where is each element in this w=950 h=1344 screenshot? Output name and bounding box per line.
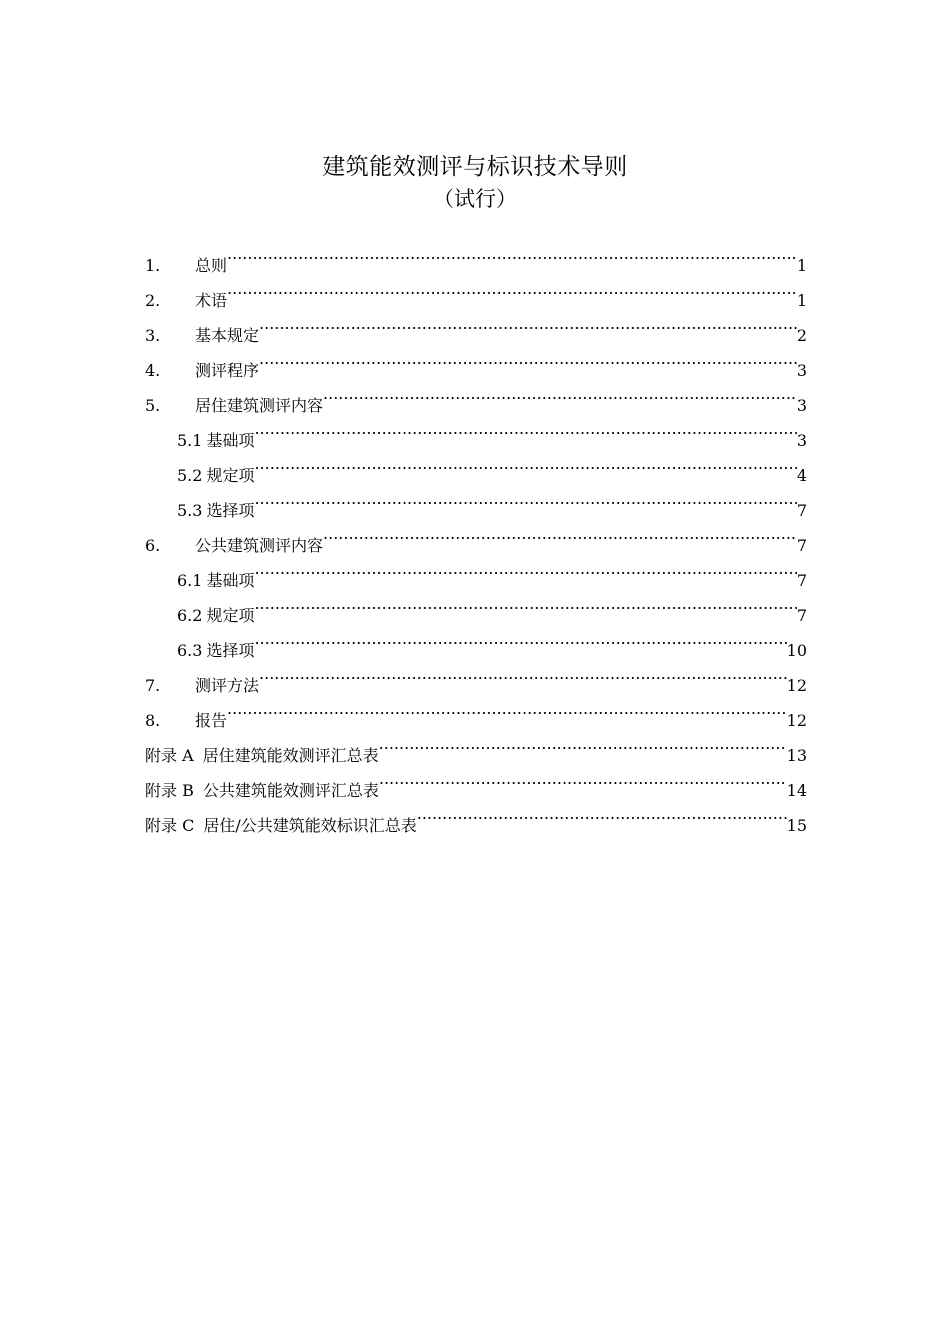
- toc-entry-page: 3: [796, 431, 807, 450]
- toc-entry-page: 7: [796, 536, 807, 555]
- toc-dot-leader: [254, 586, 796, 621]
- document-title: 建筑能效测评与标识技术导则: [322, 154, 628, 180]
- toc-dot-leader: [254, 481, 796, 516]
- toc-entry-title: 规定项: [206, 466, 255, 485]
- toc-entry-title: 公共建筑能效测评汇总表: [202, 781, 379, 800]
- toc-entry[interactable]: [145, 236, 807, 275]
- toc-entry-page: 4: [796, 466, 807, 485]
- toc-entry[interactable]: [145, 271, 807, 310]
- toc-entry-number: 4.: [145, 361, 161, 380]
- toc-entry-number: 5.2: [177, 466, 203, 485]
- toc-entry-title: 居住/公共建筑能效标识汇总表: [203, 816, 417, 835]
- toc-entry-number: 5.: [145, 396, 161, 415]
- toc-entry-page: 1: [796, 291, 807, 310]
- toc-entry-page: 7: [796, 571, 807, 590]
- toc-entry-page: 15: [786, 816, 807, 835]
- toc-dot-leader: [254, 446, 796, 481]
- toc-entry-page: 3: [796, 361, 807, 380]
- toc-entry-title: 基础项: [206, 431, 255, 450]
- toc-dot-leader: [323, 376, 797, 411]
- toc-entry-title: 报告: [195, 711, 228, 730]
- toc-entry-number: 6.3: [177, 641, 203, 660]
- toc-entry-title: 规定项: [206, 606, 255, 625]
- toc-entry-title: 测评方法: [195, 676, 260, 695]
- toc-entry-title: 术语: [195, 291, 228, 310]
- toc-entry-number: 附录 A: [145, 746, 194, 765]
- toc-entry-page: 12: [786, 711, 807, 730]
- toc-entry[interactable]: [145, 306, 807, 345]
- toc-dot-leader: [227, 271, 797, 306]
- toc-entry-number: 5.3: [177, 501, 203, 520]
- table-of-contents: [145, 236, 807, 835]
- toc-entry-number: 6.2: [177, 606, 203, 625]
- toc-dot-leader: [227, 236, 797, 271]
- toc-entry-page: 3: [796, 396, 807, 415]
- toc-entry-title: 基础项: [206, 571, 255, 590]
- toc-dot-leader: [254, 621, 786, 656]
- toc-entry-number: 1.: [145, 256, 161, 275]
- toc-entry-title: 选择项: [206, 641, 255, 660]
- toc-entry-page: 13: [786, 746, 807, 765]
- toc-entry-page: 10: [786, 641, 807, 660]
- toc-dot-leader: [417, 796, 787, 831]
- toc-entry-number: 6.1: [177, 571, 203, 590]
- toc-dot-leader: [379, 726, 787, 761]
- toc-entry-page: 12: [786, 676, 807, 695]
- toc-entry-number: 附录 C: [145, 816, 195, 835]
- toc-entry-number: 7.: [145, 676, 161, 695]
- toc-entry-number: 2.: [145, 291, 161, 310]
- toc-entry-title: 居住建筑能效测评汇总表: [202, 746, 379, 765]
- toc-entry-number: 6.: [145, 536, 161, 555]
- toc-entry-number: 3.: [145, 326, 161, 345]
- toc-dot-leader: [323, 516, 797, 551]
- toc-entry-title: 基本规定: [195, 326, 260, 345]
- toc-entry-title: 居住建筑测评内容: [195, 396, 324, 415]
- toc-entry-title: 选择项: [206, 501, 255, 520]
- toc-dot-leader: [254, 551, 796, 586]
- toc-dot-leader: [254, 411, 796, 446]
- toc-entry-title: 总则: [195, 256, 228, 275]
- toc-entry-number: 附录 B: [145, 781, 194, 800]
- toc-dot-leader: [259, 306, 797, 341]
- toc-dot-leader: [227, 691, 787, 726]
- toc-entry-title: 测评程序: [195, 361, 260, 380]
- toc-dot-leader: [379, 761, 787, 796]
- toc-entry[interactable]: [145, 691, 807, 730]
- toc-appendix-entry[interactable]: [145, 726, 807, 765]
- toc-entry-page: 2: [796, 326, 807, 345]
- document-subtitle: （试行）: [433, 187, 517, 211]
- toc-entry-page: 1: [796, 256, 807, 275]
- toc-entry-page: 14: [786, 781, 807, 800]
- toc-dot-leader: [259, 341, 797, 376]
- toc-dot-leader: [259, 656, 787, 691]
- toc-entry-title: 公共建筑测评内容: [195, 536, 324, 555]
- title-block: [0, 150, 950, 214]
- toc-entry-page: 7: [796, 501, 807, 520]
- toc-entry-page: 7: [796, 606, 807, 625]
- toc-entry-number: 8.: [145, 711, 161, 730]
- toc-entry-number: 5.1: [177, 431, 203, 450]
